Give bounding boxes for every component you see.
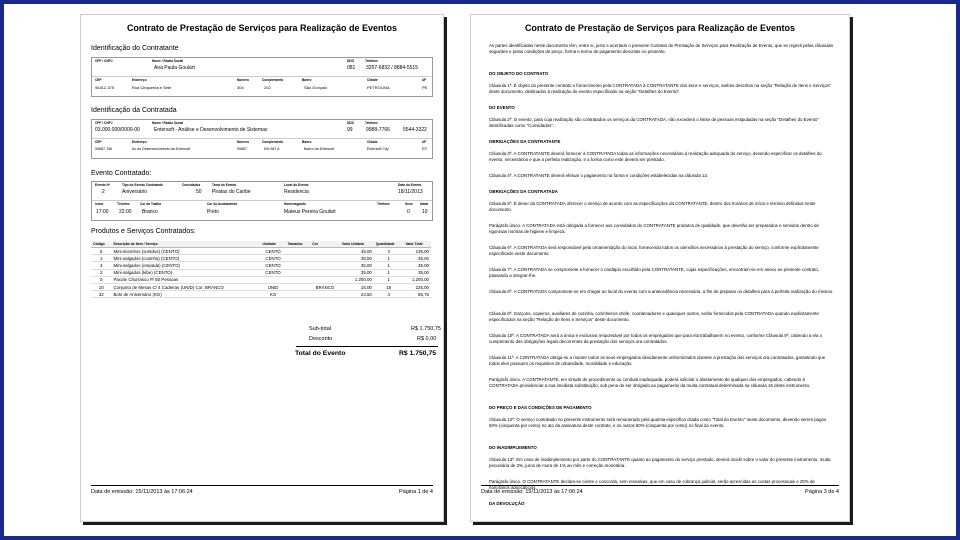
table-cell: 0	[91, 276, 111, 283]
table-cell: CENTO	[261, 248, 286, 255]
column-header: Quantidade	[374, 241, 404, 248]
clause-text: Cláusula 6ª. A CONTRATADA será responsável pela ornamentação do local, fornecendo todos os utensílios necessários à prestação do serviço, conforme explicitamente especificado neste documento.	[489, 245, 819, 256]
table-cell: 1	[374, 269, 404, 276]
table-cell	[310, 291, 340, 298]
intro-text: As partes identificadas neste documento têm, entre si, justo e acertado o presente Contrato de Prestação de Serviços para Realização de Evento, que se regerá pelas cláusulas seguintes e pelas condições de preço, forma e termo de pagamento descritas no presente.	[489, 43, 834, 54]
table-cell	[286, 269, 311, 276]
table-cell: 15	[374, 283, 404, 290]
clause-text: Cláusula 1ª. É objeto do presente contrato o fornecimento pela CONTRATADA à CONTRATANTE dos itens e serviços, ambos descritos na seção "Relação de Itens e Serviços" deste documento, destinados à realização do evento especificado na seção "Detalhes do Evento".	[489, 83, 832, 94]
page-title: Contrato de Prestação de Serviços para Realização de Eventos	[524, 23, 796, 33]
table-cell: 3	[91, 262, 111, 269]
table-cell: 24,50	[340, 291, 374, 298]
subtotal-value: R$ 1.750,75	[411, 326, 441, 332]
table-cell: Mini-salgados (empada) (CENTO)	[111, 262, 260, 269]
clause-text: Cláusula 11ª. A CONTRATADA obriga-se a manter todos os seus empregados devidamente uniformizados durante a prestação dos serviços ora contratados, garantindo que todos eles possuem os requisitos de urbanidade, moralidade e educação.	[489, 355, 826, 366]
clause-heading: OBRIGAÇÕES DA CONTRATADA	[489, 189, 558, 194]
table-cell: 3	[374, 248, 404, 255]
clause-text: Cláusula 2ª. O evento, para cuja realização são contratados os serviços da CONTRATADA, não excederá o limite de pessoas estipuladas na seção "Detalhes do Evento" identificadas como "Convidados".	[489, 117, 819, 128]
table-cell: Mini-salgados (coxinha) (CENTO)	[111, 255, 260, 262]
total-value: R$ 1.750,75	[399, 350, 437, 357]
table-cell	[310, 262, 340, 269]
clause-text: Cláusula 10ª. A CONTRATADA será a única e exclusiva responsável por todos os empregados que para ela trabalharem no evento, conforme Cláusula 9ª, cabendo a ela o cumprimento das obrigações legais decorrentes da prestação dos serviços ora contratados.	[489, 333, 823, 344]
table-cell: 2	[91, 269, 111, 276]
table-cell: Mini-salgados (kibe) (CENTO)	[111, 269, 260, 276]
table-row	[91, 291, 431, 298]
clause-text: Cláusula 7ª. A CONTRATADA se compromete a fornecer o cardápio escolhido pela CONTRATANTE, cujas especificações, encontram-se em anexo ao presente contrato, passando a integrar-lhe.	[489, 267, 820, 278]
table-cell: 35,00	[340, 255, 374, 262]
table-cell	[286, 291, 311, 298]
table-cell: 35,00	[403, 269, 431, 276]
column-header: Valor Total	[403, 241, 431, 248]
table-cell	[286, 276, 311, 283]
table-cell: Conjunto de Mesas C/ 4 Cadeiras (UNID) Cor: BRANCO	[111, 283, 260, 290]
table-cell: UNID	[261, 283, 286, 290]
table-row	[91, 248, 431, 255]
table-cell: 1	[91, 255, 111, 262]
table-cell: 35,00	[340, 262, 374, 269]
table-cell: 1.200,00	[340, 276, 374, 283]
page-footer	[481, 485, 839, 495]
table-cell	[310, 269, 340, 276]
table-cell: 45,00	[340, 248, 374, 255]
clause-heading: OBRIGAÇÕES DA CONTRATANTE	[489, 139, 561, 144]
emission-date: Data de emissão: 15/11/2013 às 17:06:24	[91, 489, 193, 495]
table-cell: 5	[91, 248, 111, 255]
clause-text: Cláusula 3ª. A CONTRATANTE deverá fornecer à CONTRATADA todas as informações necessárias à realização adequada do serviço, devendo especificar os detalhes do evento, necessários e que a perfeita realização, e a forma como este deverá ser prestado.	[489, 151, 822, 162]
table-row	[91, 262, 431, 269]
column-header: Unidade	[261, 241, 286, 248]
clause-text: Cláusula 13ª. Em caso de inadimplemento por parte do CONTRATANTE quanto ao pagamento do serviço prestado, deverá incidir sobre o valor do presente instrumento, multa pecuniária de 2%, juros de mora de 1% ao mês e correção monetária.	[489, 457, 831, 468]
table-cell: 32	[91, 291, 111, 298]
clause-text: Cláusula 5ª. É dever da CONTRATADA oferecer o serviço de acordo com as especificações da CONTRATANTE, dentro dos horários de início e término definidos neste documento.	[489, 201, 816, 212]
column-header: Cor	[310, 241, 340, 248]
clause-heading: DA DEVOLUÇÃO	[489, 501, 525, 506]
table-cell: 35,00	[340, 269, 374, 276]
table-cell: 4	[374, 291, 404, 298]
table-cell	[310, 255, 340, 262]
table-cell: 1	[374, 262, 404, 269]
clause-heading: DO OBJETO DO CONTRATO	[489, 71, 549, 76]
table-cell	[310, 248, 340, 255]
table-cell	[286, 248, 311, 255]
clause-text: Cláusula 4ª. A CONTRATANTE deverá efetuar o pagamento na forma e condições estabelecidas na cláusula 12.	[489, 173, 709, 178]
table-row	[91, 269, 431, 276]
produtos-table	[91, 241, 431, 298]
table-cell: 15,00	[340, 283, 374, 290]
clause-text: Cláusula 8ª. A CONTRATADA compromete-se em chegar ao local do evento com a antecedência necessária, a fim de preparar os detalhes para a perfeita realização do mesmo.	[489, 289, 834, 294]
clause-heading: DO PREÇO E DAS CONDIÇÕES DE PAGAMENTO	[489, 405, 592, 410]
column-header: Código	[91, 241, 111, 248]
contratante-nome: Ana Paula Goulart	[154, 65, 195, 71]
table-cell: 10	[91, 283, 111, 290]
column-header: Descrição do Item / Serviço	[111, 241, 260, 248]
evento-box: Evento Nº Tipo do Evento Contratado Convidados Tema do Evento Local do Evento Data do Evento 2 Aniversário 50 Piratas do Caribe Residencia 18/11/2013 Início Término Cor da Toalha Cor do Acabamento Homenageado Telefone Sexo Idade 17:00 22:00 Branco Preto Mateus Pereira Goulart 0 10	[91, 181, 433, 221]
table-cell: CENTO	[261, 269, 286, 276]
table-cell	[310, 276, 340, 283]
section-produtos: Produtos e Serviços Contratados:	[91, 228, 196, 235]
clause-text: Parágrafo único. A CONTRATANTE, em virtude de procedimento ou conduta inadequada, poderá solicitar o afastamento de qualquer dos empregados, cabendo à CONTRATADA providenciar a sua imediata substituição, sob pena de ser obrigado ao pagamento da multa contratual determinada na cláusula 16 deste instrumento.	[489, 377, 811, 388]
document-page-1	[80, 14, 444, 522]
clause-text: Cláusula 9ª. Garçons, copeiros, auxiliares de cozinha, cozinheiros chefe, coordenadores e quaisquer outros, serão fornecidos pela CONTRATADA quando explicitamente especificados na seção "Relação de Itens e Serviços" deste documento.	[489, 311, 819, 322]
section-contratada: Identificação da Contratada	[91, 107, 177, 114]
table-cell: BRANCO	[310, 283, 340, 290]
column-header: Valor Unitário	[340, 241, 374, 248]
page-title: Contrato de Prestação de Serviços para Realização de Eventos	[126, 23, 398, 33]
table-cell: CENTO	[261, 255, 286, 262]
contratada-box: CPF / CNPJ Nome / Razão Social DDD Telefone 03.000.000/0000-00 Entersoft - Análise e Desenvolvimento de Sistemas 99 9988-7766 5544-3322 CEP Endereço Número Complemento Bairro Cidade UF 99887-766 Av do Desenvolvimento da Entersoft 99887 KM 987 A Bairro da Entersoft Entersoft City ES	[91, 119, 433, 159]
column-header: Tamanho	[286, 241, 311, 248]
table-cell: 1.200,00	[403, 276, 431, 283]
table-cell	[286, 255, 311, 262]
table-cell: CENTO	[261, 262, 286, 269]
table-cell: Mini-docinhos (sortidos) (CENTO)	[111, 248, 260, 255]
table-cell: 85,75	[403, 291, 431, 298]
contratante-box: CPF / CNPJ Nome / Razão Social DDD Telefone Ana Paula Goulart 081 3257-6832 / 8884-5515 CEP Endereço Número Complemento Bairro Cidade UF 56312-375 Rua Cinquenta e Sete 304 202 São Gonçalo PETROLINA PE	[91, 57, 433, 97]
table-cell: 1	[374, 276, 404, 283]
subtotal-label: Sub-total	[309, 326, 332, 332]
table-cell	[261, 276, 286, 283]
table-cell: Pacote Churrasco P/ 50 Pessoas	[111, 276, 260, 283]
table-cell: 135,00	[403, 248, 431, 255]
table-cell	[286, 283, 311, 290]
desconto-value: R$ 0,00	[417, 336, 437, 342]
clause-text: Parágrafo único. A CONTRATADA está obrigada a fornecer aos convidados do CONTRATANTE produtos de qualidade, que deverão ser preparados e servidos dentro de rigorosas normas de higiene e limpeza.	[489, 223, 819, 234]
section-evento: Evento Contratado:	[91, 170, 152, 177]
clause-heading: DO EVENTO	[489, 105, 515, 110]
page-number: Página 1 de 4	[399, 489, 433, 495]
table-cell: 1	[374, 255, 404, 262]
table-cell: 35,00	[403, 262, 431, 269]
table-cell: 35,00	[403, 255, 431, 262]
page-number: Página 3 de 4	[805, 489, 839, 495]
total-label: Total do Evento	[295, 350, 346, 357]
table-cell: Bolo de Aniversário (KG)	[111, 291, 260, 298]
section-contratante: Identificação do Contratante	[91, 45, 179, 52]
table-row	[91, 255, 431, 262]
desconto-label: Desconto	[309, 336, 333, 342]
table-cell: KG	[261, 291, 286, 298]
clause-heading: DO INADIMPLEMENTO	[489, 445, 537, 450]
table-cell	[286, 262, 311, 269]
contratada-nome: Entersoft - Análise e Desenvolvimento de Sistemas	[154, 127, 268, 133]
table-row	[91, 276, 431, 283]
table-row	[91, 283, 431, 290]
clause-text: Parágrafo único. O CONTRATANTE declara-se ciente e concorda, sem ressalvas, que em caso de cobrança judicial, serão acrescidas as custas processuais e 20% de honorários advocatícios.	[489, 479, 815, 490]
document-page-3	[470, 14, 850, 522]
page-footer	[91, 485, 433, 495]
table-cell: 225,00	[403, 283, 431, 290]
emission-date: Data de emissão: 15/11/2013 às 17:06:24	[481, 489, 583, 495]
clause-text: Cláusula 12ª. O serviço contratado no presente instrumento será remunerado pela quantia especifica citada como "Total do Evento" neste documento, devendo serem pagos 50% (cinquenta por cento) no ato da assinatura deste contrato, e os outros 50% (cinquenta por cento) no final do evento.	[489, 417, 827, 428]
